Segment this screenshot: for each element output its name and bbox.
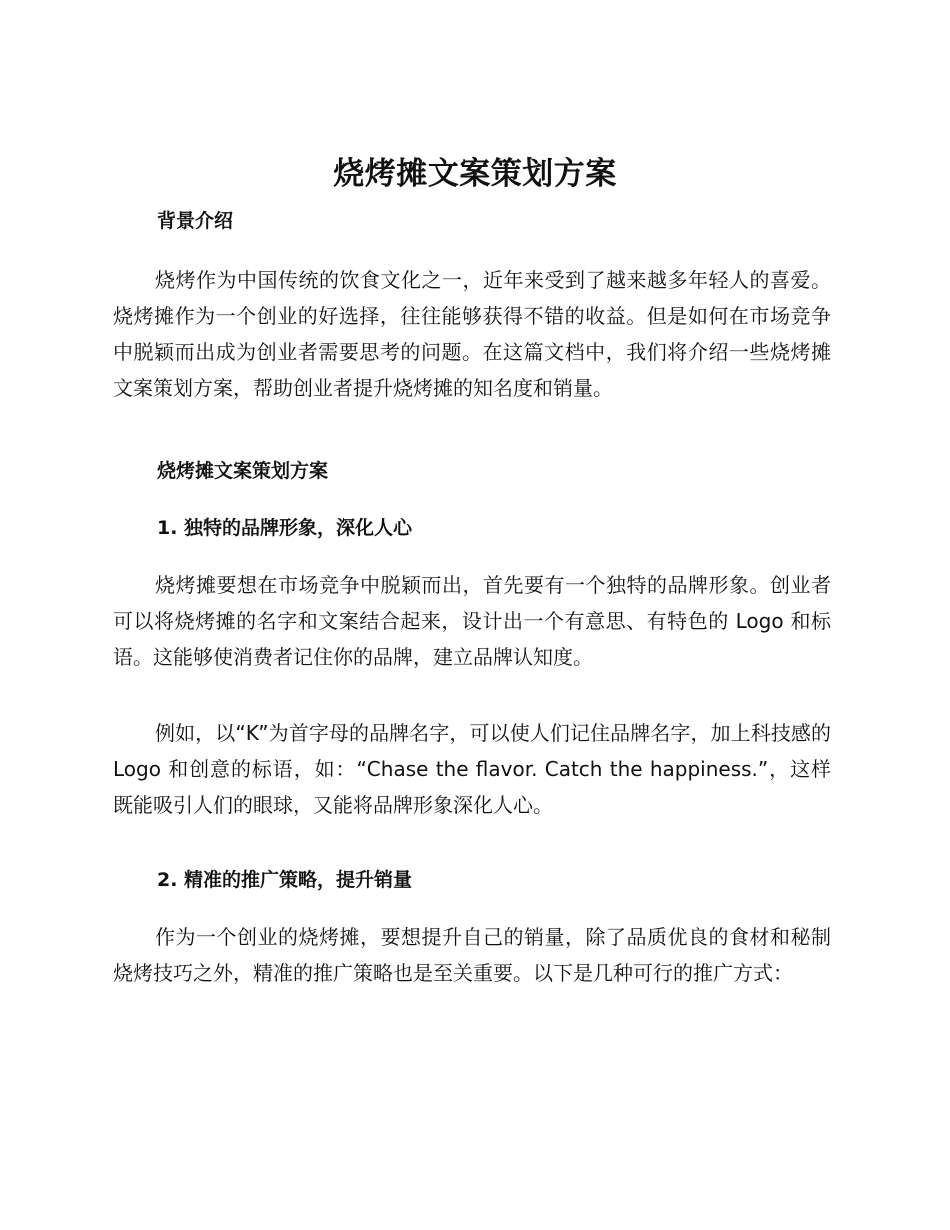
paragraph-promotion: 作为一个创业的烧烤摊，要想提升自己的销量，除了品质优良的食材和秘制烧烤技巧之外，精准的推广策略也是至关重要。以下是几种可行的推广方式：: [113, 925, 831, 985]
section-heading-brand-image: 1. 独特的品牌形象，深化人心: [157, 517, 413, 539]
paragraph-brand-example: 例如，以“K”为首字母的品牌名字，可以使人们记住品牌名字，加上科技感的 Logo 和创意的标语，如：“Chase the flavor. Catch the happiness.”，这样既能吸引人们的眼球，又能将品牌形象深化人心。: [113, 721, 831, 817]
section-heading-promotion: 2. 精准的推广策略，提升销量: [157, 869, 413, 891]
section-heading-plan: 烧烤摊文案策划方案: [157, 460, 329, 482]
paragraph-background: 烧烤作为中国传统的饮食文化之一，近年来受到了越来越多年轻人的喜爱。烧烤摊作为一个创业的好选择，往往能够获得不错的收益。但是如何在市场竞争中脱颖而出成为创业者需要思考的问题。在这篇文档中，我们将介绍一些烧烤摊文案策划方案，帮助创业者提升烧烤摊的知名度和销量。: [113, 268, 831, 400]
section-heading-background: 背景介绍: [157, 210, 234, 232]
document-title: 烧烤摊文案策划方案: [333, 156, 617, 192]
paragraph-brand-image: 烧烤摊要想在市场竞争中脱颖而出，首先要有一个独特的品牌形象。创业者可以将烧烤摊的名字和文案结合起来，设计出一个有意思、有特色的 Logo 和标语。这能够使消费者记住你的品牌，建立品牌认知度。: [113, 573, 831, 669]
